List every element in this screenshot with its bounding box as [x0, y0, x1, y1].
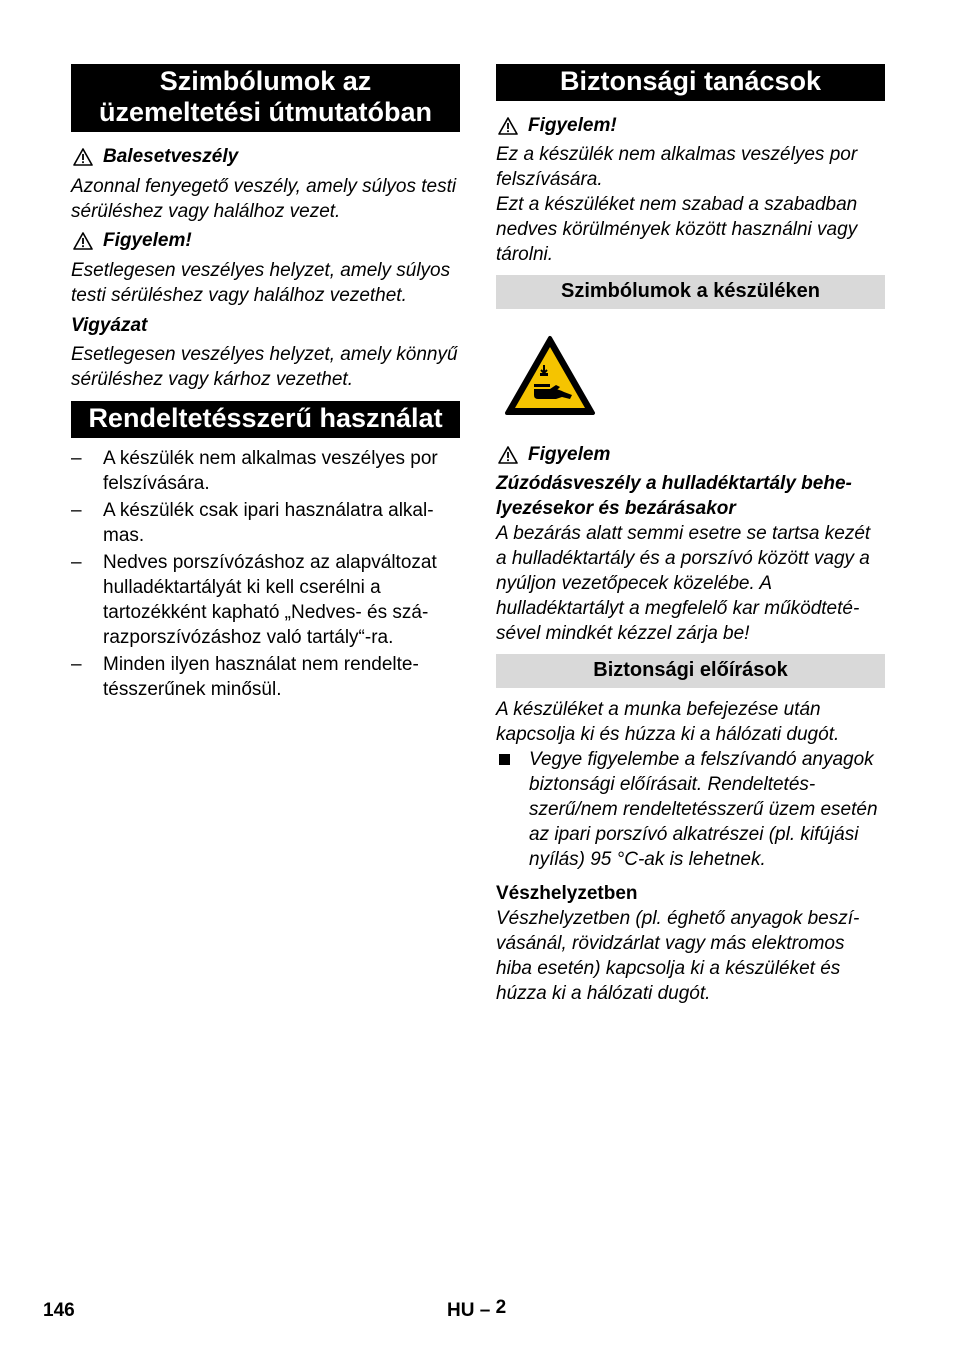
emergency-text: Vészhelyzetben (pl. éghető anyagok beszívásánál, rövidzárlat vagy más elektromos hiba esetén) kapcsolja ki a készüléket és húzza ki a hálózati dugót. — [496, 908, 860, 1004]
page-number: 146 — [43, 1300, 75, 1321]
left-column — [71, 64, 460, 704]
list-item: – Minden ilyen használat nem rendeltetésszerűnek minősül. — [71, 654, 419, 700]
dash-marker: – — [71, 654, 82, 675]
safety-text: A készüléket a munka befejezése után kapcsolja ki és húzza ki a hálózati dugót. — [496, 699, 840, 745]
warning-heading — [496, 113, 885, 138]
figyelem-label: Figyelem — [528, 444, 611, 465]
crush-text: A bezárás alatt semmi esetre se tartsa kezét a hulladéktartály és a porszívó között vagy a nyúljon vezetőpecek közelébe. A hulladéktartályt a megfelelő kar működtetésével mindkét kézzel zárja be! — [496, 523, 871, 644]
caution-text: Esetlegesen veszélyes helyzet, amely könnyű sérüléshez vagy kárhoz vezethet. — [71, 344, 458, 390]
warning-triangle-icon — [498, 446, 518, 464]
warning-label: Figyelem! — [528, 115, 617, 136]
crush-title: Zúzódásveszély a hulladéktartály behelyezésekor és bezárásakor — [496, 473, 852, 519]
footer-dash: – — [479, 1300, 491, 1321]
footer-lang — [447, 1298, 506, 1323]
warning-text: Esetlegesen veszélyes helyzet, amely súlyos testi sérüléshez vagy halálhoz vezethet. — [71, 260, 451, 306]
warning-triangle-icon — [73, 148, 93, 166]
heading-intended-use: Rendeltetésszerű használat — [71, 401, 460, 438]
square-bullet — [499, 754, 510, 765]
list-item: – Nedves porszívózáshoz az alapváltozat hulladéktartályát ki kell cserélni a tartozékként kapható „Nedves- és szárazporszívózáshoz való tartály“-ra. — [71, 552, 437, 648]
warning-text-2: Ezt a készüléket nem szabad a szabadban nedves körülmények között használni vagy tárolni. — [496, 194, 858, 265]
caution-label: Vigyázat — [71, 315, 148, 336]
footer-sub-page: 2 — [495, 1297, 507, 1318]
subheading-device-symbols: Szimbólumok a készüléken — [496, 275, 885, 309]
warning-label: Figyelem! — [103, 230, 192, 251]
heading-symbols: Szimbólumok az üzemeltetési útmutatóban — [71, 64, 460, 132]
list-item: – A készülék nem alkalmas veszélyes por felszívására. — [71, 448, 438, 494]
warning-triangle-icon — [73, 232, 93, 250]
list-item: – A készülék csak ipari használatra alkalmas. — [71, 500, 434, 546]
warning-triangle-icon — [498, 117, 518, 135]
warning-text-1: Ez a készülék nem alkalmas veszélyes por felszívására. — [496, 144, 858, 190]
dash-marker: – — [71, 500, 82, 521]
heading-safety: Biztonsági tanácsok — [496, 64, 885, 101]
right-column — [496, 64, 885, 1006]
dash-marker: – — [71, 448, 82, 469]
subheading-safety-rules: Biztonsági előírások — [496, 654, 885, 688]
warning-heading — [71, 228, 460, 253]
hand-crush-warning-icon — [504, 335, 596, 417]
emergency-label: Vészhelyzetben — [496, 883, 638, 904]
danger-heading — [71, 144, 460, 169]
intended-use-list — [71, 446, 460, 702]
dash-marker: – — [71, 552, 82, 573]
danger-label: Balesetveszély — [103, 146, 239, 167]
list-item: Vegye figyelembe a felszívandó anyagok biztonsági előírásait. Rendeltetésszerű/nem rendeltetésszerű üzem esetén az ipari porszívó alkatrészei (pl. kifújási nyílás) 95 °C-ak is lehetnek. — [496, 747, 885, 872]
danger-text: Azonnal fenyegető veszély, amely súlyos testi sérüléshez vagy halálhoz vezet. — [71, 176, 457, 222]
figyelem-heading — [496, 442, 885, 467]
footer-lang-code: HU — [447, 1300, 475, 1321]
safety-list — [496, 747, 885, 872]
